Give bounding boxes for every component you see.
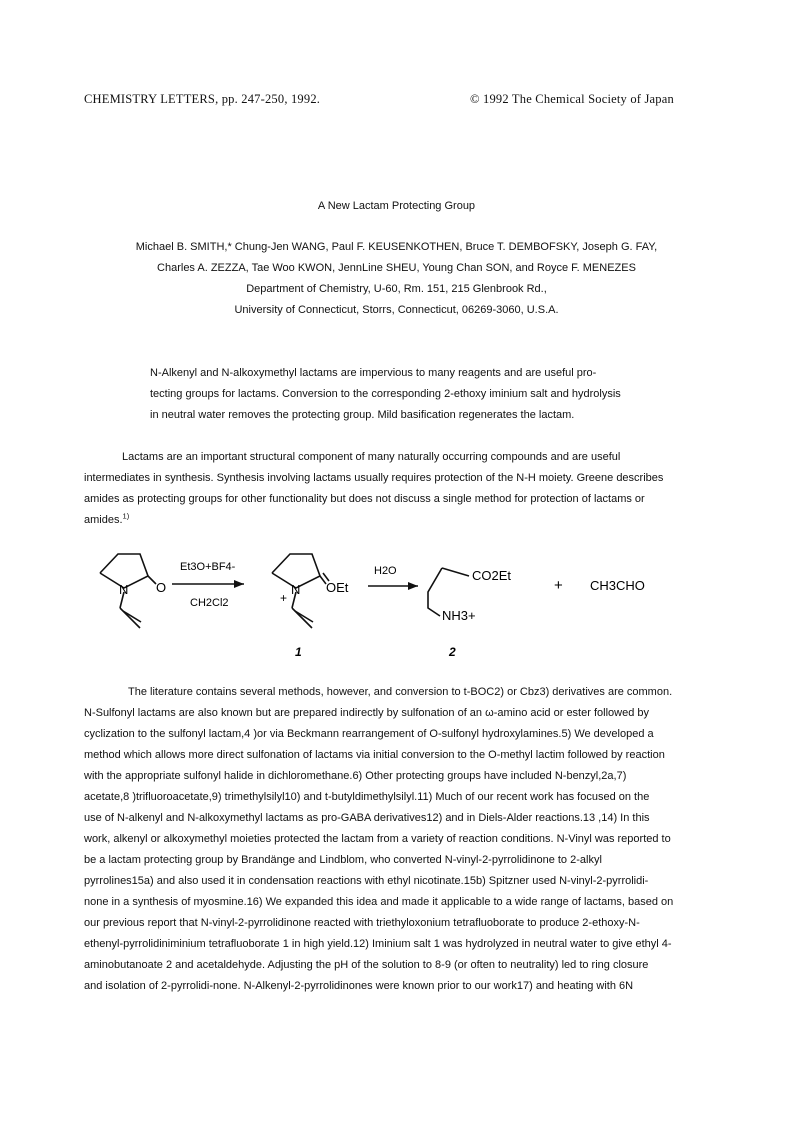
body-line: method which allows more direct sulfonation of lactams via initial conversion to the O-methyl lactim followed by reaction	[84, 749, 665, 761]
compound-1-label: 1	[295, 645, 302, 659]
compound-2-label: 2	[449, 645, 456, 659]
body-line: cyclization to the sulfonyl lactam,4 )or via Beckmann rearrangement of O-sulfonyl hydroxylamines.5) We developed a	[84, 728, 654, 740]
author-line-2: Charles A. ZEZZA, Tae Woo KWON, JennLine SHEU, Young Chan SON, and Royce F. MENEZES	[157, 262, 636, 274]
plus-sign: +	[554, 577, 563, 594]
body-line: The literature contains several methods, however, and conversion to t-BOC2) or Cbz3) derivatives are common.	[128, 686, 673, 698]
reaction-scheme	[84, 548, 684, 660]
body-line: use of N-alkenyl and N-alkoxymethyl lactams as pro-GABA derivatives12) and in Diels-Alder reactions.13 ,14) In this	[84, 812, 650, 824]
body-line: N-Sulfonyl lactams are also known but are prepared indirectly by sulfonation of an ω-amino acid or ester followed by	[84, 707, 649, 719]
abstract-line-2: tecting groups for lactams. Conversion to the corresponding 2-ethoxy iminium salt and hydrolysis	[150, 388, 621, 400]
body-line: pyrrolines15a) and also used it in condensation reactions with ethyl nicotinate.15b) Spitzner used N-vinyl-2-pyrrolidi-	[84, 875, 649, 887]
ammonium-label: NH3+	[442, 608, 476, 623]
intro-line-2: intermediates in synthesis. Synthesis involving lactams usually requires protection of the N-H moiety. Greene describes	[84, 472, 664, 484]
body-line: acetate,8 )trifluoroacetate,9) trimethylsilyl10) and t-butyldimethylsilyl.11) Much of our recent work has focused on the	[84, 791, 650, 803]
iminium-nitrogen-label: N	[291, 582, 301, 597]
ethoxy-label: OEt	[326, 580, 349, 595]
copyright-notice: © 1992 The Chemical Society of Japan	[470, 92, 674, 106]
reagent-water: H2O	[374, 565, 397, 577]
nitrogen-label: N	[119, 582, 129, 597]
oxygen-label: O	[156, 580, 167, 595]
iminium-charge: +	[280, 591, 288, 605]
paper-title: A New Lactam Protecting Group	[317, 200, 476, 212]
abstract-line-3: in neutral water removes the protecting group. Mild basification regenerates the lactam.	[150, 409, 575, 421]
body-line: none in a synthesis of myosmine.16) We expanded this idea and made it applicable to a wide range of lactams, based on	[84, 896, 674, 908]
intro-line-4: amides.$^{1)}$	[84, 511, 130, 526]
intro-line-3: amides as protecting groups for other functionality but does not discuss a single method for protection of lactams or	[84, 493, 645, 505]
author-line-1: Michael B. SMITH,* Chung-Jen WANG, Paul F. KEUSENKOTHEN, Bruce T. DEMBOFSKY, Joseph G. FAY,	[135, 241, 658, 253]
reagent-solvent: CH2Cl2	[190, 597, 229, 609]
ester-label: CO2Et	[472, 568, 512, 583]
journal-citation: CHEMISTRY LETTERS, pp. 247-250, 1992.	[84, 92, 321, 106]
abstract-line-1: N-Alkenyl and N-alkoxymethyl lactams are impervious to many reagents and are useful pro-	[150, 367, 597, 379]
body-line: ethenyl-pyrrolidiniminium tetrafluoborate 1 in high yield.12) Iminium salt 1 was hydrolyzed in neutral water to give ethyl 4-	[84, 938, 672, 950]
body-line: and isolation of 2-pyrrolidi-none. N-Alkenyl-2-pyrrolidinones were known prior to our work17) and heating with 6N	[84, 980, 634, 992]
acetaldehyde-label: CH3CHO	[590, 578, 645, 593]
body-line: aminobutanoate 2 and acetaldehyde. Adjusting the pH of the solution to 8-9 (or often to neutrality) led to ring closure	[84, 959, 649, 971]
aminoester-chain	[428, 568, 442, 616]
body-line: be a lactam protecting group by Brandänge and Lindblom, who converted N-vinyl-2-pyrrolidinone to 2-alkyl	[84, 854, 602, 866]
affiliation-line-2: University of Connecticut, Storrs, Connecticut, 06269-3060, U.S.A.	[234, 304, 559, 316]
intro-line-1: Lactams are an important structural component of many naturally occurring compounds and are useful	[122, 451, 621, 463]
affiliation-line-1: Department of Chemistry, U-60, Rm. 151, 215 Glenbrook Rd.,	[246, 283, 547, 295]
body-line: work, alkenyl or alkoxymethyl moieties protected the lactam from a variety of reaction conditions. N-Vinyl was reported to	[84, 833, 671, 845]
body-line: our previous report that N-vinyl-2-pyrrolidinone reacted with triethyloxonium tetrafluoborate to produce 2-ethoxy-N-	[84, 917, 640, 929]
reagent-triethyloxonium: Et3O+BF4-	[180, 561, 236, 573]
body-line: with the appropriate sulfonyl halide in dichloromethane.6) Other protecting groups have included N-benzyl,2a,7)	[84, 770, 627, 782]
